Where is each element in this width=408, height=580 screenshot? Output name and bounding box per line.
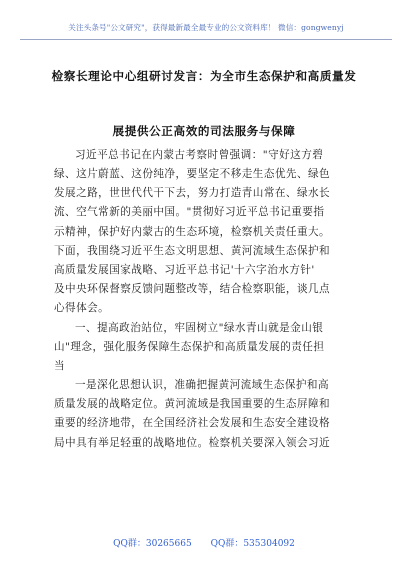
body-line: 发展之路，世世代代干下去，努力打造青山常在、绿水长 (54, 187, 331, 199)
section-heading-line: 当 (54, 360, 66, 372)
footer-qq-group-1: QQ群：30265665 (113, 539, 192, 549)
footer-qq-group-2: QQ群：535304092 (210, 539, 295, 549)
body-line: 流、空气常新的美丽中国。"贯彻好习近平总书记重要指 (54, 206, 325, 218)
body-line: 绿、这片蔚蓝、这份纯净，要坚定不移走生态优先、绿色 (54, 168, 331, 180)
body-line: 局中具有举足轻重的战略地位。检察机关要深入领会习近 (54, 437, 331, 449)
body-line: 下面，我围绕习近平生态文明思想、黄河流域生态保护和 (54, 245, 331, 257)
body-line: 一是深化思想认识，准确把握黄河流域生态保护和高 (75, 379, 330, 391)
body-line: 质量发展的战略定位。黄河流域是我国重要的生态屏障和 (54, 398, 331, 410)
section-heading-line: 一、提高政治站位，牢固树立"绿水青山就是金山银 (75, 322, 324, 334)
body-line: 示精神，保护好内蒙古的生态环境，检察机关责任重大。 (54, 226, 331, 238)
document-title-line-1: 检察长理论中心组研讨发言：为全市生态保护和高质量发 (51, 69, 357, 83)
body-line: 高质量发展国家战略、习近平总书记'十六字治水方针' (54, 264, 315, 276)
document-title-line-2: 展提供公正高效的司法服务与保障 (112, 124, 296, 138)
body-line: 习近平总书记在内蒙古考察时曾强调："守好这方碧 (75, 149, 324, 161)
body-line: 重要的经济地带，在全国经济社会发展和生态安全建设格 (54, 417, 331, 429)
body-line: 及中央环保督察反馈问题整改等，结合检察职能，谈几点 (54, 283, 331, 295)
header-banner: 关注头条号"公文研究"，获得最新最全最专业的公文资料库！ 微信：gongwenyj (20, 22, 392, 40)
footer-contacts (0, 536, 408, 549)
body-line: 心得体会。 (54, 302, 110, 314)
section-heading-line: 山"理念，强化服务保障生态保护和高质量发展的责任担 (54, 341, 325, 353)
